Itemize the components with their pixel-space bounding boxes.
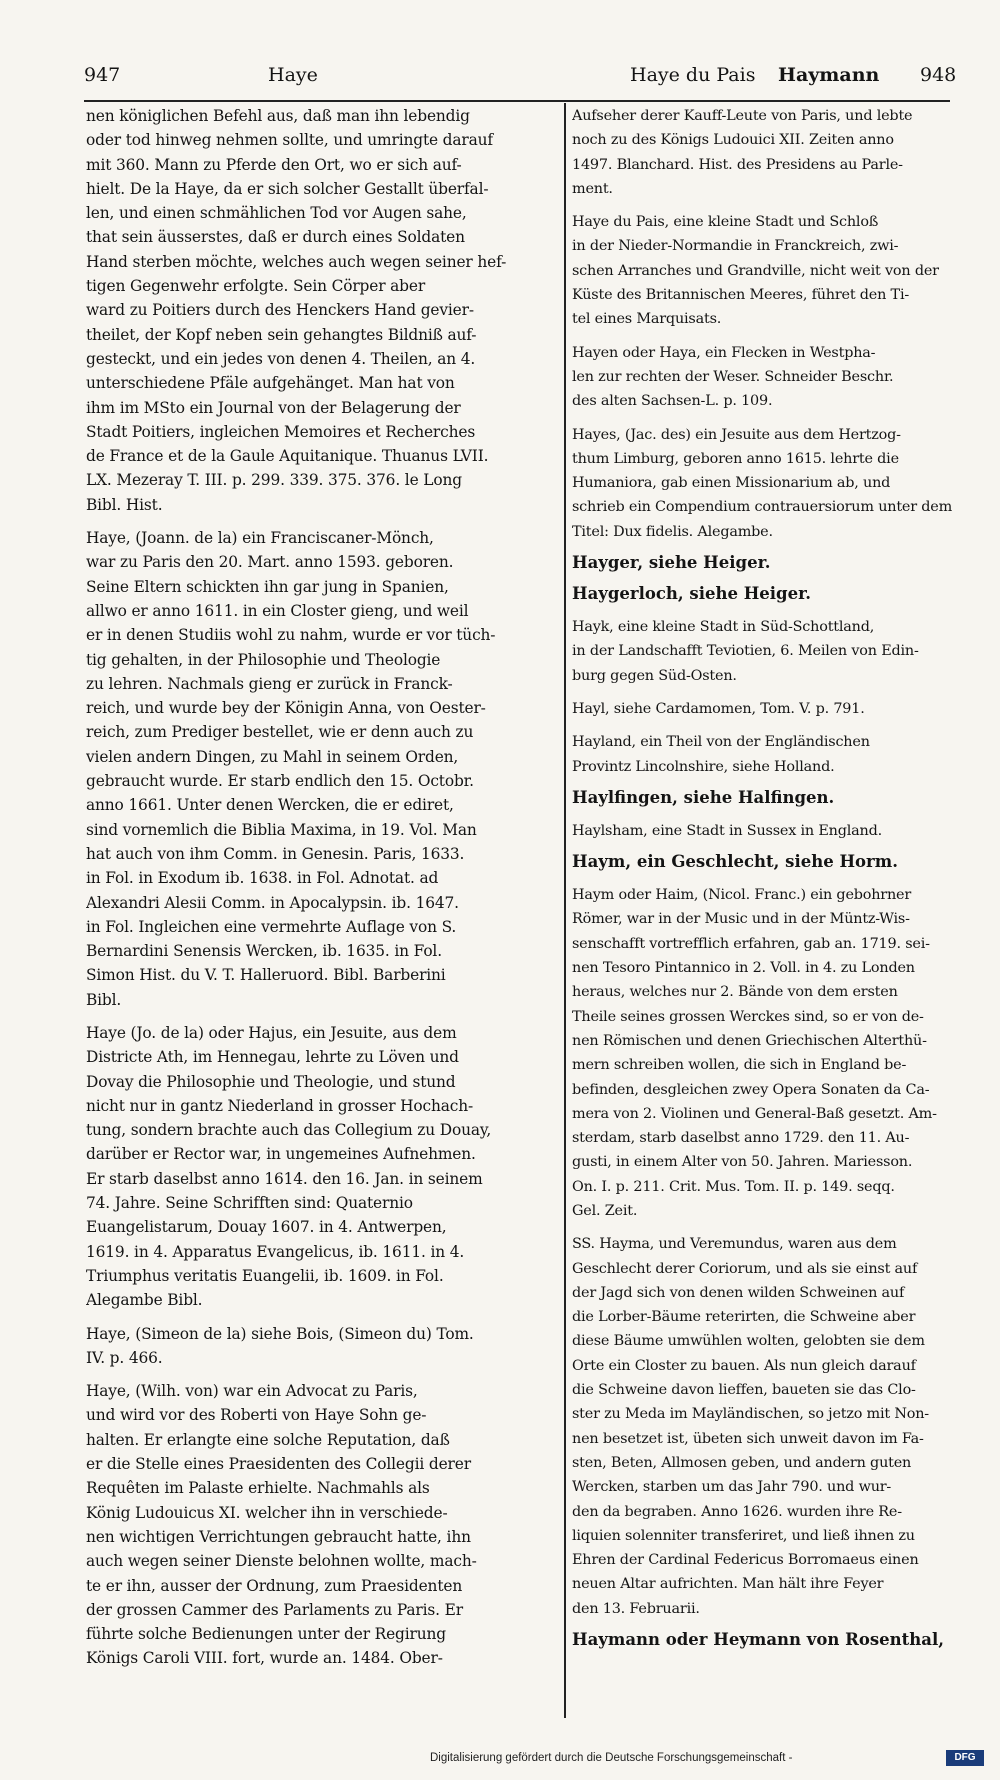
text-line: Römer, war in der Music und in der Müntz-Wis- <box>572 911 910 928</box>
text-line: allwo er anno 1611. in ein Closter gieng, und weil <box>86 601 469 620</box>
entry-heading: Haym, ein Geschlecht, siehe Horm. <box>572 852 898 872</box>
text-line: SS. Hayma, und Veremundus, waren aus dem <box>572 1236 897 1253</box>
text-line: Triumphus veritatis Euangelii, ib. 1609. in Fol. <box>86 1266 444 1285</box>
entry-paragraph <box>572 210 994 331</box>
text-line: diese Bäume umwühlen wolten, gelobten sie dem <box>572 1333 925 1350</box>
page-number-right: 948 <box>920 64 957 86</box>
text-line: Hayen oder Haya, ein Flecken in Westpha- <box>572 344 876 361</box>
text-line: that sein äusserstes, daß er durch eines Soldaten <box>86 228 465 247</box>
text-line: gebraucht wurde. Er starb endlich den 15. Octobr. <box>86 772 474 791</box>
text-line: oder tod hinweg nehmen sollte, und umringte darauf <box>86 131 493 150</box>
text-line: Euangelistarum, Douay 1607. in 4. Antwerpen, <box>86 1218 447 1237</box>
text-line: Haym oder Haim, (Nicol. Franc.) ein gebohrner <box>572 887 912 904</box>
running-title-right: Haymann <box>778 64 880 86</box>
text-line: mit 360. Mann zu Pferde den Ort, wo er sich auf- <box>86 155 462 174</box>
running-title-center: Haye du Pais <box>630 64 756 86</box>
text-line: mera von 2. Violinen und General-Baß gesetzt. Am- <box>572 1105 937 1122</box>
text-line: Königs Caroli VIII. fort, wurde an. 1484. Ober- <box>86 1649 443 1668</box>
text-line: nen Römischen und denen Griechischen Alterthü- <box>572 1032 927 1049</box>
text-line: führte solche Bedienungen unter der Regirung <box>86 1625 446 1644</box>
text-line: und wird vor des Roberti von Haye Sohn ge- <box>86 1406 427 1425</box>
text-line: neuen Altar aufrichten. Man hält ihre Feyer <box>572 1576 884 1593</box>
text-line: Hayland, ein Theil von der Engländischen <box>572 734 870 751</box>
text-line: tel eines Marquisats. <box>572 311 722 328</box>
text-line: darüber er Rector war, in ungemeines Aufnehmen. <box>86 1145 476 1164</box>
text-line: Theile seines grossen Werckes sind, so er von de- <box>572 1008 924 1025</box>
text-line: Alegambe Bibl. <box>86 1291 203 1310</box>
entry-paragraph <box>572 883 994 1223</box>
text-line: unterschiedene Pfäle aufgehänget. Man hat von <box>86 374 455 393</box>
text-line: sind vornemlich die Biblia Maxima, in 19. Vol. Man <box>86 820 477 839</box>
entry-heading: Haygerloch, siehe Heiger. <box>572 584 812 604</box>
text-line: Hayes, (Jac. des) ein Jesuite aus dem Hertzog- <box>572 426 901 443</box>
text-line: mern schreiben wollen, die sich in England be- <box>572 1057 907 1074</box>
text-line: der Jagd sich von denen wilden Schweinen auf <box>572 1284 905 1301</box>
text-line: Hand sterben möchte, welches auch wegen seiner hef- <box>86 252 507 271</box>
text-line: war zu Paris den 20. Mart. anno 1593. geboren. <box>86 553 454 572</box>
text-line: er die Stelle eines Praesidenten des Collegii derer <box>86 1455 471 1474</box>
text-line: befinden, desgleichen zwey Opera Sonaten da Ca- <box>572 1081 930 1098</box>
text-line: len, und einen schmählichen Tod vor Augen sahe, <box>86 204 467 223</box>
text-line: Haye, (Joann. de la) ein Franciscaner-Mönch, <box>86 529 434 548</box>
text-line: Ehren der Cardinal Federicus Borromaeus einen <box>572 1552 919 1569</box>
entry-paragraph <box>572 730 994 779</box>
text-line: heraus, welches nur 2. Bände von dem ersten <box>572 984 898 1001</box>
entry-heading: Haymann oder Heymann von Rosenthal, <box>572 1630 944 1650</box>
text-line: IV. p. 466. <box>86 1348 163 1367</box>
text-line: der grossen Cammer des Parlaments zu Paris. Er <box>86 1600 463 1619</box>
entry-paragraph <box>86 526 558 1012</box>
text-line: Humaniora, gab einen Missionarium ab, und <box>572 475 891 492</box>
text-line: Haye (Jo. de la) oder Hajus, ein Jesuite, aus dem <box>86 1023 457 1042</box>
text-line: theilet, der Kopf neben sein gehangtes Bildniß auf- <box>86 325 477 344</box>
entry-paragraph <box>86 1322 558 1371</box>
entry-paragraph <box>572 341 994 414</box>
entry-paragraph <box>86 1379 558 1671</box>
text-line: schrieb ein Compendium contrauersiorum unter dem <box>572 499 953 516</box>
text-line: de France et de la Gaule Aquitanique. Thuanus LVII. <box>86 447 489 466</box>
column-divider <box>564 103 566 1718</box>
text-line: len zur rechten der Weser. Schneider Beschr. <box>572 368 894 385</box>
text-line: ward zu Poitiers durch des Henckers Hand gevier- <box>86 301 474 320</box>
text-line: nen wichtigen Verrichtungen gebraucht hatte, ihn <box>86 1527 471 1546</box>
text-line: Provintz Lincolnshire, siehe Holland. <box>572 758 835 775</box>
text-line: ster zu Meda im Mayländischen, so jetzo mit Non- <box>572 1406 929 1423</box>
text-line: noch zu des Königs Ludouici XII. Zeiten anno <box>572 132 894 149</box>
text-line: den 13. Februarii. <box>572 1600 700 1617</box>
entry-paragraph <box>86 104 558 517</box>
text-line: Aufseher derer Kauff-Leute von Paris, und lebte <box>572 108 913 124</box>
text-line: ihm im MSto ein Journal von der Belagerung der <box>86 398 461 417</box>
entry-paragraph <box>572 697 994 721</box>
text-line: nen königlichen Befehl aus, daß man ihn lebendig <box>86 107 470 125</box>
entry-paragraph <box>572 104 994 201</box>
text-line: den da begraben. Anno 1626. wurden ihre Re- <box>572 1503 902 1520</box>
text-line: thum Limburg, geboren anno 1615. lehrte die <box>572 450 899 467</box>
text-line: LX. Mezeray T. III. p. 299. 339. 375. 376. le Long <box>86 471 462 490</box>
text-line: König Ludouicus XI. welcher ihn in verschiede- <box>86 1503 448 1522</box>
text-line: nen besetzet ist, übeten sich unweit davon im Fa- <box>572 1430 924 1447</box>
left-column <box>86 104 558 1671</box>
text-line: sterdam, starb daselbst anno 1729. den 11. Au- <box>572 1130 910 1147</box>
text-line: Haye, (Wilh. von) war ein Advocat zu Paris, <box>86 1382 418 1401</box>
text-line: senschafft vortrefflich erfahren, gab an. 1719. sei- <box>572 935 930 952</box>
text-line: Er starb daselbst anno 1614. den 16. Jan. in seinem <box>86 1169 483 1188</box>
text-line: Dovay die Philosophie und Theologie, und stund <box>86 1072 456 1091</box>
text-line: Gel. Zeit. <box>572 1202 638 1219</box>
text-line: gesteckt, und ein jedes von denen 4. Theilen, an 4. <box>86 349 476 368</box>
text-line: nicht nur in gantz Niederland in grosser Hochach- <box>86 1096 474 1115</box>
text-line: Hayl, siehe Cardamomen, Tom. V. p. 791. <box>572 700 865 717</box>
entry-heading: Hayger, siehe Heiger. <box>572 553 771 573</box>
running-title-left: Haye <box>268 64 318 86</box>
entry-paragraph <box>572 615 994 688</box>
text-line: Bibl. <box>86 990 122 1009</box>
text-line: tigen Gegenwehr erfolgte. Sein Cörper aber <box>86 277 426 296</box>
text-line: te er ihn, ausser der Ordnung, zum Praesidenten <box>86 1576 463 1595</box>
text-line: hielt. De la Haye, da er sich solcher Gestallt überfal- <box>86 179 489 198</box>
text-line: On. I. p. 211. Crit. Mus. Tom. II. p. 149. seqq. <box>572 1178 895 1195</box>
text-line: ment. <box>572 180 613 197</box>
text-line: liquien solenniter transferiret, und ließ ihnen zu <box>572 1527 915 1544</box>
text-line: gusti, in einem Alter von 50. Jahren. Mariesson. <box>572 1154 913 1171</box>
text-line: tig gehalten, in der Philosophie und Theologie <box>86 650 441 669</box>
text-line: reich, und wurde bey der Königin Anna, von Oester- <box>86 699 486 718</box>
text-line: Haylsham, eine Stadt in Sussex in England. <box>572 822 882 839</box>
entry-paragraph <box>572 819 994 843</box>
text-line: Requêten im Palaste erhielte. Nachmahls als <box>86 1479 430 1498</box>
text-line: Geschlecht derer Coriorum, und als sie einst auf <box>572 1260 918 1277</box>
text-line: sten, Beten, Allmosen geben, und andern guten <box>572 1454 912 1471</box>
header-rule <box>84 100 950 102</box>
text-line: halten. Er erlangte eine solche Reputation, daß <box>86 1430 450 1449</box>
text-line: in der Landschafft Teviotien, 6. Meilen von Edin- <box>572 643 919 660</box>
text-line: zu lehren. Nachmals gieng er zurück in Franck- <box>86 674 453 693</box>
text-line: in der Nieder-Normandie in Franckreich, zwi- <box>572 238 899 255</box>
text-line: vielen andern Dingen, zu Mahl in seinem Orden, <box>86 747 459 766</box>
right-column <box>572 104 994 1652</box>
text-line: Simon Hist. du V. T. Halleruord. Bibl. Barberini <box>86 966 446 985</box>
text-line: die Schweine davon lieffen, baueten sie das Clo- <box>572 1382 916 1399</box>
text-line: Stadt Poitiers, ingleichen Memoires et Recherches <box>86 422 476 441</box>
text-line: burg gegen Süd-Osten. <box>572 667 737 684</box>
text-line: Haye du Pais, eine kleine Stadt und Schloß <box>572 214 879 231</box>
entry-paragraph <box>572 1232 994 1621</box>
entry-paragraph <box>572 423 994 544</box>
text-line: des alten Sachsen-L. p. 109. <box>572 393 773 410</box>
text-line: Haye, (Simeon de la) siehe Bois, (Simeon du) Tom. <box>86 1324 474 1343</box>
text-line: Hayk, eine kleine Stadt in Süd-Schottland, <box>572 619 875 636</box>
text-line: 74. Jahre. Seine Schrifften sind: Quaternio <box>86 1194 413 1213</box>
text-line: Orte ein Closter zu bauen. Als nun gleich darauf <box>572 1357 916 1374</box>
text-line: er in denen Studiis wohl zu nahm, wurde er vor tüch- <box>86 626 496 645</box>
entry-paragraph <box>86 1021 558 1313</box>
text-line: 1619. in 4. Apparatus Evangelicus, ib. 1611. in 4. <box>86 1242 465 1261</box>
text-line: die Lorber-Bäume reterirten, die Schweine aber <box>572 1309 916 1326</box>
text-line: in Fol. in Exodum ib. 1638. in Fol. Adnotat. ad <box>86 869 439 888</box>
text-line: Districte Ath, im Hennegau, lehrte zu Löven und <box>86 1048 459 1067</box>
entry-heading: Haylfingen, siehe Halfingen. <box>572 787 835 807</box>
text-line: hat auch von ihm Comm. in Genesin. Paris, 1633. <box>86 844 465 863</box>
text-line: Bibl. Hist. <box>86 495 163 514</box>
text-line: reich, zum Prediger bestellet, wie er denn auch zu <box>86 723 474 742</box>
text-line: Seine Eltern schickten ihn gar jung in Spanien, <box>86 577 449 596</box>
text-line: tung, sondern brachte auch das Collegium zu Douay, <box>86 1121 492 1140</box>
text-line: anno 1661. Unter denen Wercken, die er ediret, <box>86 796 454 815</box>
text-line: Wercken, starben um das Jahr 790. und wur- <box>572 1479 892 1496</box>
funding-note: Digitalisierung gefördert durch die Deutsche Forschungsgemeinschaft - <box>430 1752 793 1764</box>
text-line: in Fol. Ingleichen eine vermehrte Auflage von S. <box>86 917 457 936</box>
text-line: Titel: Dux fidelis. Alegambe. <box>572 523 773 540</box>
dfg-logo: DFG <box>946 1750 984 1766</box>
text-line: Küste des Britannischen Meeres, führet den Ti- <box>572 287 910 304</box>
text-line: Alexandri Alesii Comm. in Apocalypsin. ib. 1647. <box>86 893 459 912</box>
text-line: Bernardini Senensis Wercken, ib. 1635. in Fol. <box>86 942 442 961</box>
text-line: auch wegen seiner Dienste belohnen wollte, mach- <box>86 1552 477 1571</box>
text-line: schen Arranches und Grandville, nicht weit von der <box>572 262 939 279</box>
text-line: nen Tesoro Pintannico in 2. Voll. in 4. zu Londen <box>572 960 915 977</box>
text-line: 1497. Blanchard. Hist. des Presidens au Parle- <box>572 156 903 173</box>
page-number-left: 947 <box>84 64 121 86</box>
